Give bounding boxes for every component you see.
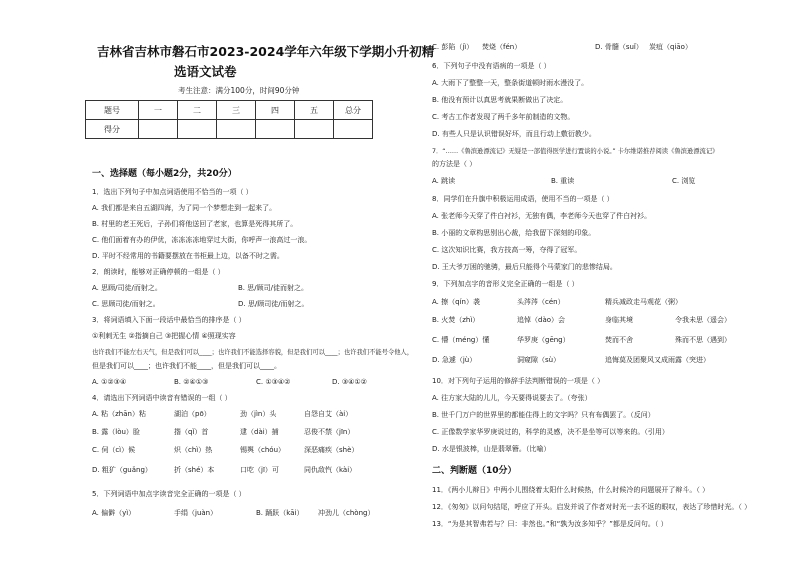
option-line: B. 踊跃（kāi） xyxy=(256,509,304,517)
section2-title: 二、判断题（10分） xyxy=(432,466,517,476)
question-line: 的方法是（ ） xyxy=(432,160,477,168)
option-item: 湖泊（pō） xyxy=(174,410,211,418)
option-line: C. 正像数学家华罗庚说过的，科学的灵感，决不是坐等可以等来的。（引用） xyxy=(432,428,669,436)
option-line: ①利刺无生 ②指摘自己 ③把握心情 ④照现实容 xyxy=(92,332,236,340)
score-cell[interactable] xyxy=(139,120,178,139)
option-line: D. 平时不经常用的书籍要摆放在书柜最上边，以备不时之需。 xyxy=(92,252,284,260)
option-line: D. 有些人只是认识错误好坏，而且行动上敷衍教少。 xyxy=(432,130,596,138)
question-line: 4．请选出下列词语中读音有错误的一组（ ） xyxy=(92,394,232,402)
option-item: 炽（chì）热 xyxy=(174,446,213,454)
option-line: D. 急遽（jù） xyxy=(432,356,477,364)
option-item: 头涔涔（cén） xyxy=(517,298,565,306)
option-item: 殊而不思（遇到） xyxy=(675,336,731,344)
score-cell[interactable] xyxy=(334,120,373,139)
score-header-cell: 五 xyxy=(295,101,334,120)
option-line: B. 村里的老王死后，子孙们将他送回了老家，也算是死得其所了。 xyxy=(92,220,298,228)
option-line: C. 彭陷（jì） xyxy=(432,43,474,51)
option-line: B. 火焚（zhì） xyxy=(432,316,480,324)
option-item: 追悼（dào）会 xyxy=(517,316,566,324)
option-line: B. 世千门万户的世界里的都能住得上的文字吗？只有布偶罢了。（反问） xyxy=(432,411,655,419)
option-item: 冲劲儿（chòng） xyxy=(318,509,375,517)
score-header-cell: 题号 xyxy=(86,101,139,120)
section1-title: 一、选择题（每小题2分，共20分） xyxy=(92,169,237,179)
option-line: A. 擦（qín）袭 xyxy=(432,298,480,306)
question-line: 7．“……《鲁滨逊漂流记》无疑是一部值得医学进行置谈的小说。” 卡尔维诺推荐阅读《鲁滨逊漂流记》 xyxy=(432,148,719,155)
option-line: B. 露（lòu）脸 xyxy=(92,428,140,436)
question-line: 1．选出下列句子中加点词语使用不恰当的一项（ ） xyxy=(92,188,253,196)
option-item: 焚而不舍 xyxy=(605,336,633,344)
option-line: B. 重读 xyxy=(551,177,575,185)
score-table-score-row xyxy=(86,120,373,139)
option-line: B. 思/顾司/徒而射之。 xyxy=(238,284,308,292)
option-item: 锡舆（chóu） xyxy=(240,446,286,454)
question-line: 8．同学们在升旗中积极运用成语，使用不当的一项是（ ） xyxy=(432,195,614,203)
option-line: B. 小丽的文章构思别出心裁，给我留下深刻的印象。 xyxy=(432,229,596,237)
option-item: 逮（dài）捕 xyxy=(240,428,279,436)
option-item: 深恶痛疾（shè） xyxy=(304,446,359,454)
option-item: 劲（jìn）头 xyxy=(240,410,277,418)
score-table-header-row xyxy=(86,101,373,120)
option-item: 追悔莫及团聚风又成雨露（突进） xyxy=(605,356,710,364)
option-item: 自怨自艾（ài） xyxy=(304,410,353,418)
question-line: 11．《两小儿辩日》中两小儿围绕着太阳什么时候热，什么时候冷的问题展开了辩斗。（ ） xyxy=(432,486,710,494)
score-header-cell: 三 xyxy=(217,101,256,120)
exam-title-line2: 选语文试卷 xyxy=(174,64,237,79)
option-line: C. ①③④② xyxy=(256,378,291,386)
score-header-cell: 一 xyxy=(139,101,178,120)
option-line: C. 考古工作者发现了两千多年前制造的文物。 xyxy=(432,113,575,121)
option-item: 同仇敌忾（kài） xyxy=(304,466,357,474)
option-item: 手绢（juàn） xyxy=(174,509,218,517)
option-line: A. 张老师今天穿了件白衬衫，无独有偶，李老师今天也穿了件白衬衫。 xyxy=(432,212,652,220)
option-item: 身临其境 xyxy=(605,316,633,324)
option-line: A. 往方家大陆的儿儿，今天要得说要去了。（夸张） xyxy=(432,394,592,402)
option-item: 折（shé）本 xyxy=(174,466,215,474)
option-line: C. 懵（méng）懂 xyxy=(432,336,490,344)
passage-line: 但是我们可以____；也许我们不能____，但是我们可以____。 xyxy=(92,362,281,370)
question-line: 13．“为是其智弗若与？曰：非然也。”和“孰为汝多知乎？”都是反问句。（ ） xyxy=(432,520,668,528)
option-line: A. 思顾/司徒/而射之。 xyxy=(92,284,162,292)
option-item: 精兵减政走马观花（粥） xyxy=(605,298,682,306)
option-item: 忍俊不禁（jīn） xyxy=(304,428,355,436)
option-item: 洞窥隙（sù） xyxy=(517,356,561,364)
option-item: 炭疽（qiāo） xyxy=(649,43,692,51)
option-line: D. 思/顾司徒/而射之。 xyxy=(238,300,309,308)
option-line: D. 粗犷（guǎng） xyxy=(92,466,152,474)
exam-note: 考生注意：满分100分，时间90分钟 xyxy=(178,86,300,95)
score-cell[interactable] xyxy=(178,120,217,139)
option-line: C. 他们面着有办的伊优，冻冻冻冻地穿过大街，你呼声一浪高过一浪。 xyxy=(92,236,312,244)
option-line: A. 粘（zhān）粘 xyxy=(92,410,146,418)
option-line: B. 他没有预计以真思考就果断做出了决定。 xyxy=(432,96,568,104)
question-line: 5．下列词语中加点字读音完全正确的一项是（ ） xyxy=(92,490,246,498)
question-line: 10．对下列句子运用的修辞手法判断错误的一项是（ ） xyxy=(432,377,605,385)
option-line: C. 伺（cì）候 xyxy=(92,446,136,454)
question-line: 3．将词语填入下面一段话中最恰当的排序是（ ） xyxy=(92,316,246,324)
option-line: C. 思顾司徒/而射之。 xyxy=(92,300,160,308)
option-line: B. ②④①③ xyxy=(174,378,209,386)
score-table xyxy=(85,100,373,139)
question-line: 12．《匆匆》以问句结尾，呼应了开头。启发并说了作者对时光一去不返的眼叹，表达了珍惜时光。（ ） xyxy=(432,503,752,511)
option-line: A. 偏僻（yì） xyxy=(92,509,136,517)
option-item: 揩（qǐ）首 xyxy=(174,428,209,436)
option-line: A. 我们都是来自五湖四海，为了同一个梦想走到一起来了。 xyxy=(92,204,277,212)
option-item: 口吃（jī）可 xyxy=(240,466,279,474)
question-line: 9．下列加点字的音形义完全正确的一组是（ ） xyxy=(432,280,579,288)
score-row-label: 得分 xyxy=(86,120,139,139)
score-cell[interactable] xyxy=(217,120,256,139)
question-line: 6．下列句子中没有语病的一项是（ ） xyxy=(432,62,551,70)
option-item: 华罗庚（gēng） xyxy=(517,336,570,344)
score-cell[interactable] xyxy=(295,120,334,139)
option-line: D. ③④①② xyxy=(332,378,367,386)
option-line: A. 跳读 xyxy=(432,177,456,185)
score-cell[interactable] xyxy=(256,120,295,139)
question-line: 2．朗读时，能够对正确停顿的一组是（ ） xyxy=(92,268,225,276)
option-line: A. 大雨下了整整一天，整条街道顿时雨水漫没了。 xyxy=(432,79,589,87)
option-line: D. 王大爷万困的驰骋，最后只能得个马蒙家门的悲惨结局。 xyxy=(432,263,617,271)
option-line: A. ①②③④ xyxy=(92,378,127,386)
score-header-cell: 二 xyxy=(178,101,217,120)
option-line: D. 水是银波棒，山是翡翠簪。（比喻） xyxy=(432,445,551,453)
option-item: 焚烧（fén） xyxy=(482,43,522,51)
option-line: C. 浏览 xyxy=(672,177,696,185)
option-line: C. 这次知识比赛，我方技高一筹，夺得了冠军。 xyxy=(432,246,582,254)
exam-title-line1: 吉林省吉林市磐石市2023-2024学年六年级下学期小升初精 xyxy=(97,44,435,59)
score-header-cell: 总分 xyxy=(334,101,373,120)
passage-line: 也许我们不能左右天气，但是我们可以____；也许我们不能选择容貌，但是我们可以____；也许我们不能号令他人， xyxy=(92,349,414,356)
score-header-cell: 四 xyxy=(256,101,295,120)
option-line: D. 骨髓（suǐ） xyxy=(595,43,643,51)
option-item: 令我未思（遥会） xyxy=(675,316,731,324)
